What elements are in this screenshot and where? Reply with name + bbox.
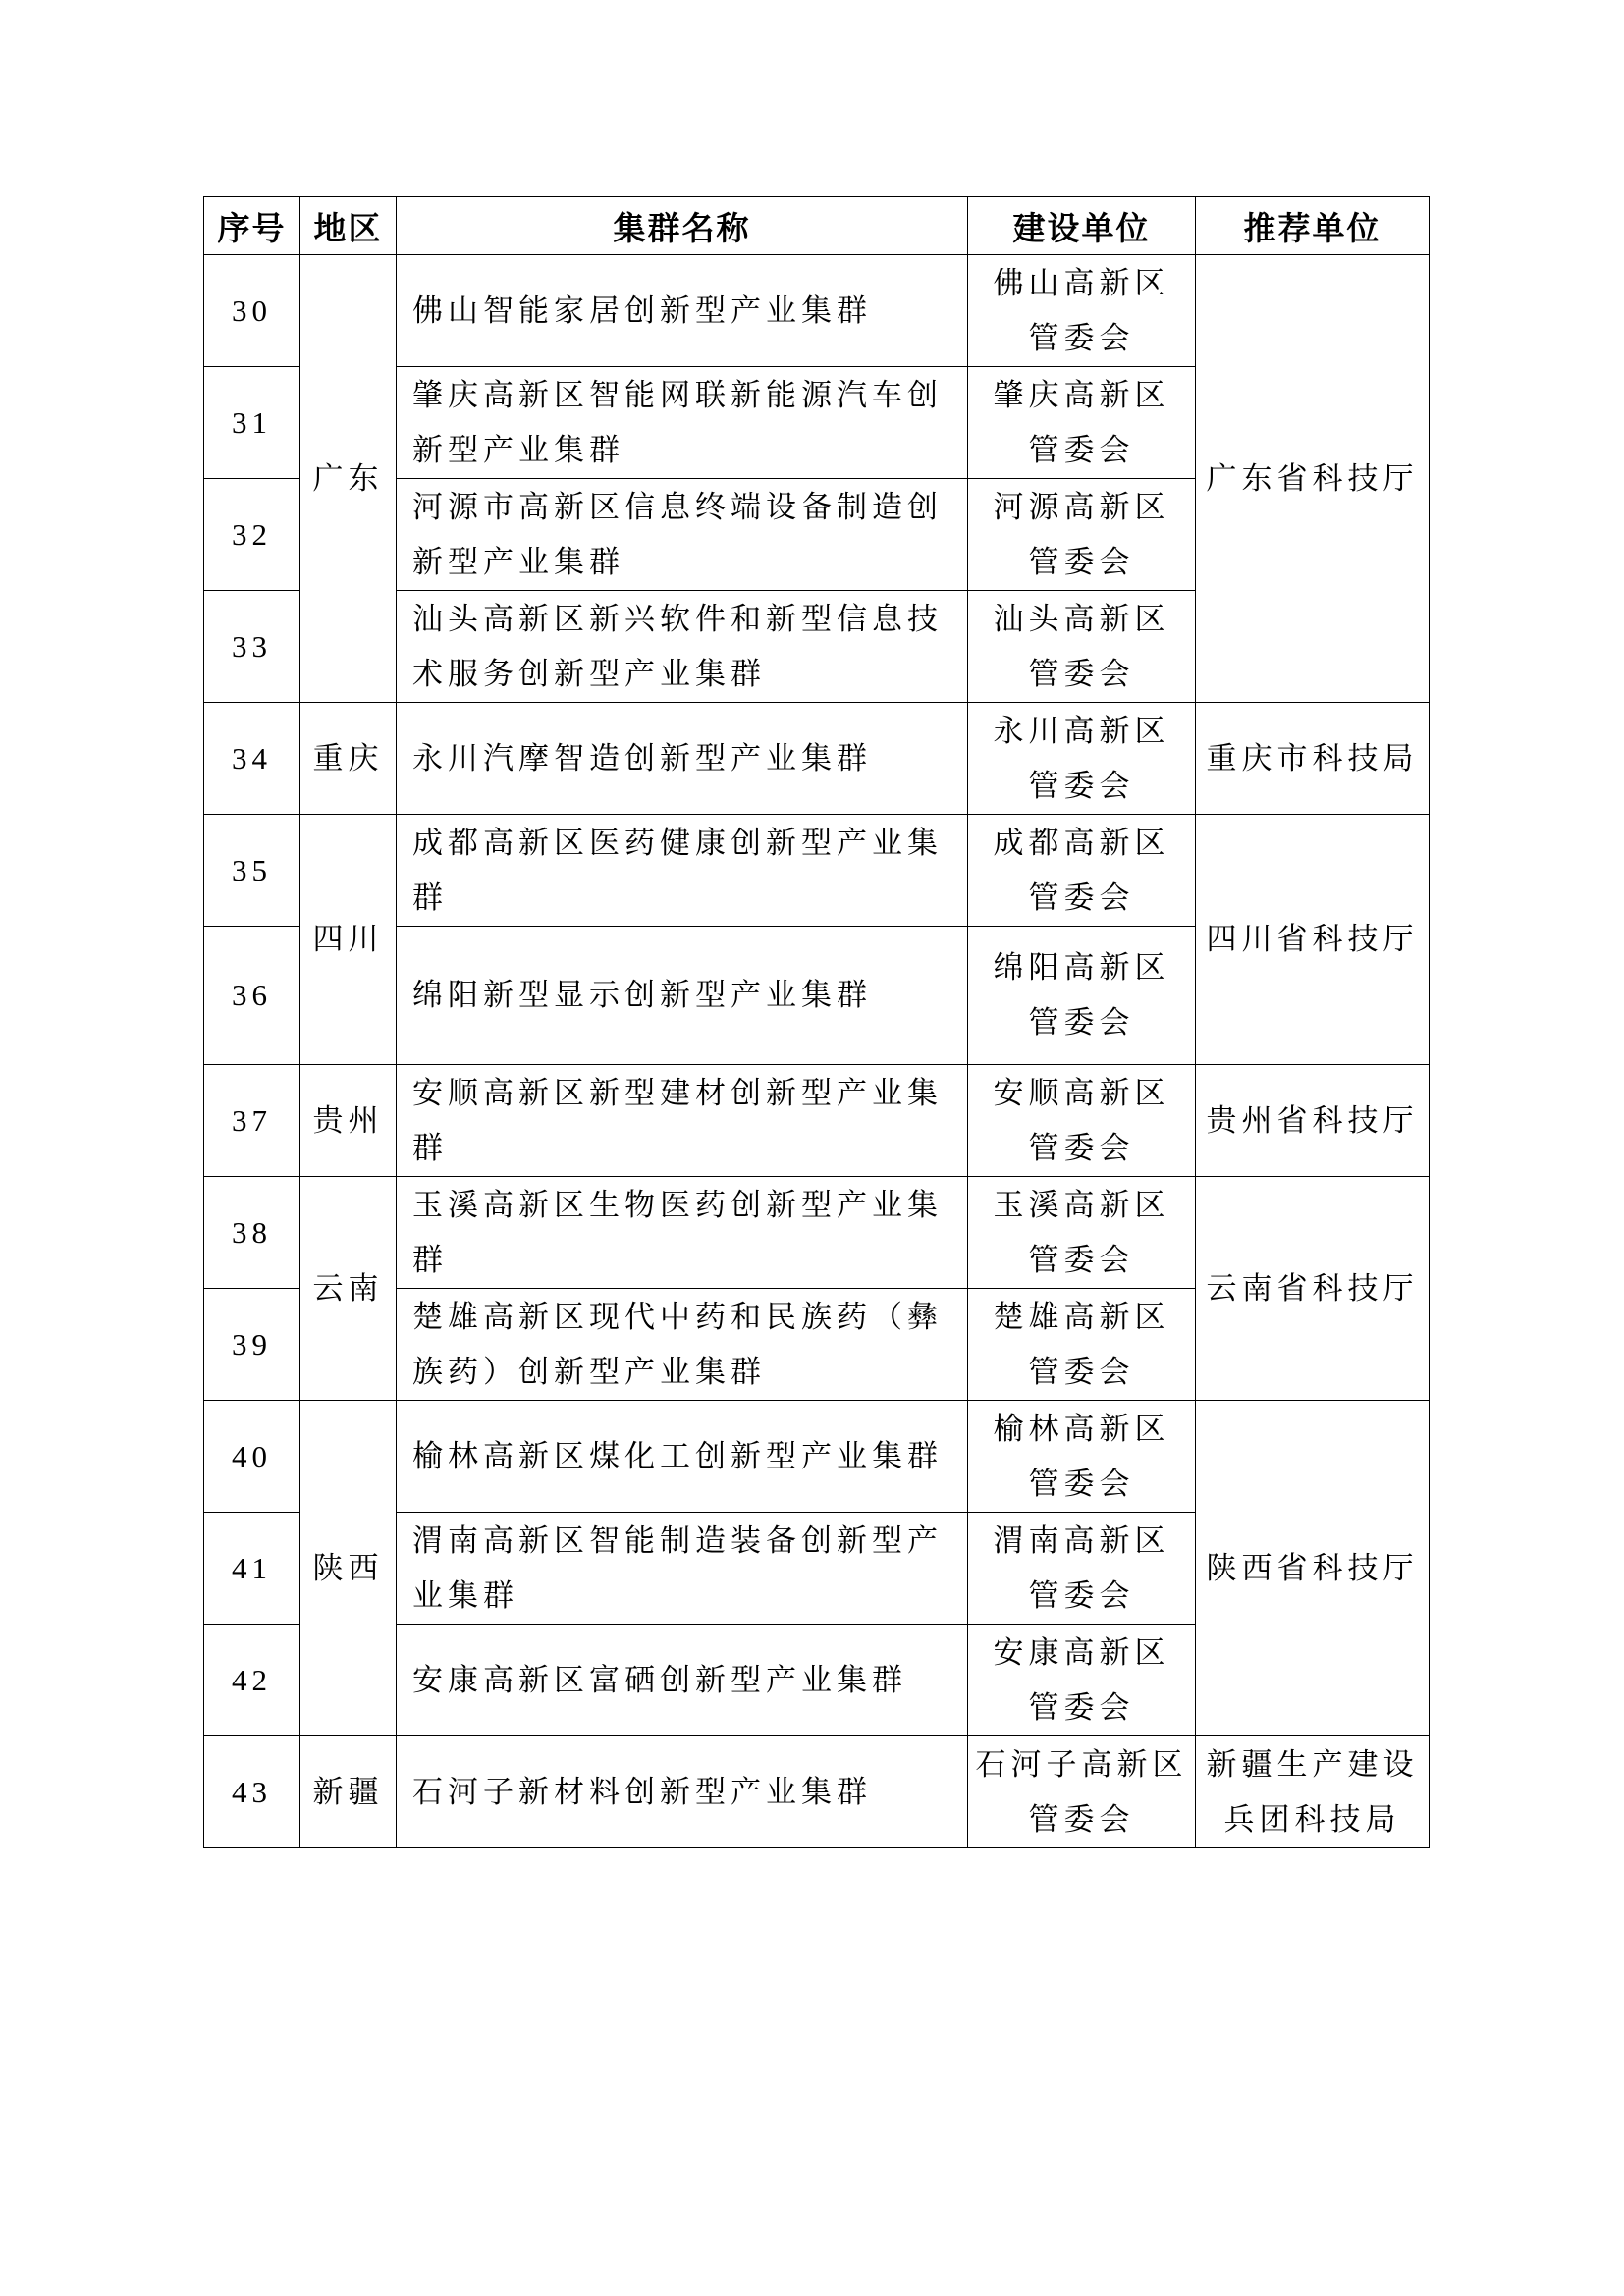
recommender-cell: 贵州省科技厅 <box>1196 1065 1430 1177</box>
builder-unit-line1: 安顺高新区 <box>993 1075 1170 1111</box>
recommender-cell: 重庆市科技局 <box>1196 703 1430 815</box>
builder-unit-line1: 成都高新区 <box>993 825 1170 861</box>
row-number: 40 <box>204 1401 300 1513</box>
header-recommender: 推荐单位 <box>1196 197 1430 255</box>
region-cell: 新疆 <box>300 1736 397 1848</box>
builder-unit-line1: 佛山高新区 <box>993 265 1170 301</box>
builder-unit-line2: 管委会 <box>1028 1577 1135 1614</box>
builder-unit-line1: 石河子高新区 <box>975 1746 1188 1783</box>
builder-unit <box>968 1065 1196 1177</box>
table-row <box>204 1177 1430 1289</box>
builder-unit-line2: 管委会 <box>1028 1354 1135 1390</box>
builder-unit-line1: 永川高新区 <box>993 713 1170 749</box>
header-no: 序号 <box>204 197 300 255</box>
builder-unit-line2: 管委会 <box>1028 432 1135 468</box>
recommender-cell <box>1196 1736 1430 1848</box>
builder-unit <box>968 1736 1196 1848</box>
builder-unit-line1: 肇庆高新区 <box>993 377 1170 413</box>
recommender-cell: 四川省科技厅 <box>1196 815 1430 1065</box>
builder-unit-line1: 河源高新区 <box>993 489 1170 525</box>
builder-unit <box>968 1401 1196 1513</box>
cluster-name: 安顺高新区新型建材创新型产业集群 <box>397 1065 968 1177</box>
recommender-line2: 兵团科技局 <box>1223 1801 1401 1838</box>
cluster-name: 永川汽摩智造创新型产业集群 <box>397 703 968 815</box>
row-number: 32 <box>204 479 300 591</box>
builder-unit-line2: 管委会 <box>1028 768 1135 804</box>
builder-unit-line1: 安康高新区 <box>993 1634 1170 1671</box>
region-cell: 贵州 <box>300 1065 397 1177</box>
header-region: 地区 <box>300 197 397 255</box>
builder-unit-line2: 管委会 <box>1028 1005 1135 1041</box>
cluster-name: 榆林高新区煤化工创新型产业集群 <box>397 1401 968 1513</box>
builder-unit-line2: 管委会 <box>1028 1130 1135 1166</box>
region-cell: 重庆 <box>300 703 397 815</box>
cluster-table <box>203 196 1430 1848</box>
builder-unit-line1: 楚雄高新区 <box>993 1299 1170 1335</box>
builder-unit-line2: 管委会 <box>1028 544 1135 580</box>
builder-unit-line2: 管委会 <box>1028 320 1135 356</box>
builder-unit <box>968 1289 1196 1401</box>
table-row <box>204 815 1430 927</box>
cluster-name: 佛山智能家居创新型产业集群 <box>397 255 968 367</box>
region-cell: 陕西 <box>300 1401 397 1736</box>
cluster-name: 汕头高新区新兴软件和新型信息技术服务创新型产业集群 <box>397 591 968 703</box>
row-number: 36 <box>204 927 300 1065</box>
builder-unit-line2: 管委会 <box>1028 1689 1135 1726</box>
header-row <box>204 197 1430 255</box>
builder-unit <box>968 367 1196 479</box>
region-cell: 四川 <box>300 815 397 1065</box>
table-row <box>204 1065 1430 1177</box>
cluster-name: 绵阳新型显示创新型产业集群 <box>397 927 968 1065</box>
row-number: 34 <box>204 703 300 815</box>
builder-unit-line2: 管委会 <box>1028 880 1135 916</box>
row-number: 39 <box>204 1289 300 1401</box>
table-row <box>204 703 1430 815</box>
row-number: 43 <box>204 1736 300 1848</box>
builder-unit <box>968 255 1196 367</box>
row-number: 41 <box>204 1513 300 1625</box>
table-row <box>204 255 1430 367</box>
row-number: 30 <box>204 255 300 367</box>
builder-unit <box>968 1513 1196 1625</box>
recommender-cell: 云南省科技厅 <box>1196 1177 1430 1401</box>
cluster-name: 河源市高新区信息终端设备制造创新型产业集群 <box>397 479 968 591</box>
builder-unit <box>968 815 1196 927</box>
header-unit: 建设单位 <box>968 197 1196 255</box>
row-number: 42 <box>204 1625 300 1736</box>
builder-unit-line2: 管委会 <box>1028 1242 1135 1278</box>
cluster-name: 成都高新区医药健康创新型产业集群 <box>397 815 968 927</box>
row-number: 31 <box>204 367 300 479</box>
recommender-cell: 广东省科技厅 <box>1196 255 1430 703</box>
builder-unit <box>968 591 1196 703</box>
cluster-name: 玉溪高新区生物医药创新型产业集群 <box>397 1177 968 1289</box>
cluster-name: 楚雄高新区现代中药和民族药（彝族药）创新型产业集群 <box>397 1289 968 1401</box>
row-number: 33 <box>204 591 300 703</box>
builder-unit-line2: 管委会 <box>1028 656 1135 692</box>
builder-unit-line1: 榆林高新区 <box>993 1411 1170 1447</box>
row-number: 38 <box>204 1177 300 1289</box>
region-cell: 云南 <box>300 1177 397 1401</box>
builder-unit-line2: 管委会 <box>1028 1801 1135 1838</box>
recommender-line1: 新疆生产建设 <box>1206 1746 1419 1783</box>
builder-unit <box>968 703 1196 815</box>
table-row <box>204 1401 1430 1513</box>
cluster-name: 渭南高新区智能制造装备创新型产业集群 <box>397 1513 968 1625</box>
builder-unit-line1: 汕头高新区 <box>993 601 1170 637</box>
builder-unit-line1: 绵阳高新区 <box>993 950 1170 986</box>
builder-unit <box>968 927 1196 1065</box>
cluster-name: 安康高新区富硒创新型产业集群 <box>397 1625 968 1736</box>
builder-unit <box>968 479 1196 591</box>
recommender-cell: 陕西省科技厅 <box>1196 1401 1430 1736</box>
builder-unit <box>968 1625 1196 1736</box>
row-number: 37 <box>204 1065 300 1177</box>
header-name: 集群名称 <box>397 197 968 255</box>
cluster-name: 石河子新材料创新型产业集群 <box>397 1736 968 1848</box>
builder-unit-line1: 渭南高新区 <box>993 1522 1170 1559</box>
builder-unit-line2: 管委会 <box>1028 1466 1135 1502</box>
table-row <box>204 1736 1430 1848</box>
region-cell: 广东 <box>300 255 397 703</box>
builder-unit <box>968 1177 1196 1289</box>
cluster-name: 肇庆高新区智能网联新能源汽车创新型产业集群 <box>397 367 968 479</box>
builder-unit-line1: 玉溪高新区 <box>993 1187 1170 1223</box>
row-number: 35 <box>204 815 300 927</box>
